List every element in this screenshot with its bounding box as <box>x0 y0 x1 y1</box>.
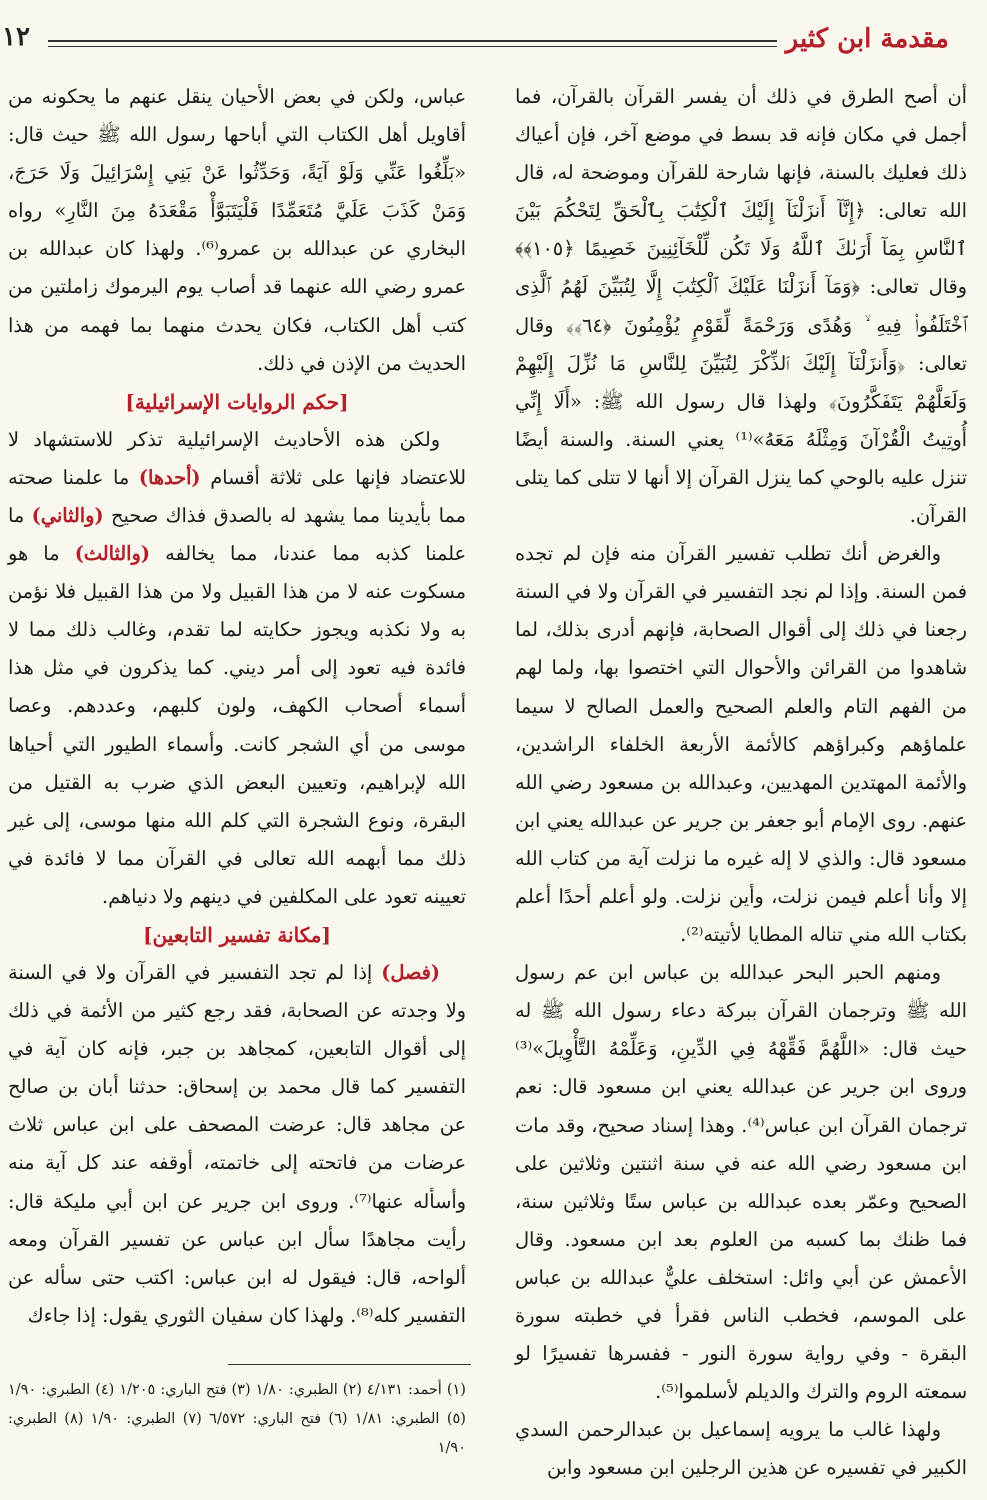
paragraph: أن أصح الطرق في ذلك أن يفسر القرآن بالقرآن، فما أجمل في مكان فإنه قد بسط في موضع آخر، فإن أعياك ذلك فعليك بالسنة، فإنها شارحة للقرآن وموضحة له، قال الله تعالى: ﴿إِنَّآ أَنزَلْنَآ إِلَيْكَ ٱلْكِتَٰبَ بِٱلْحَقِّ لِتَحْكُمَ بَيْنَ ٱلنَّاسِ بِمَآ أَرَىٰكَ ٱللَّهُ وَلَا تَكُن لِّلْخَآئِنِينَ خَصِيمًا ﴿١٠٥﴾﴾ وقال تعالى: ﴿وَمَآ أَنزَلْنَا عَلَيْكَ ٱلْكِتَٰبَ إِلَّا لِتُبَيِّنَ لَهُمُ ٱلَّذِى ٱخْتَلَفُوا۟ فِيهِ ۙ وَهُدًى وَرَحْمَةً لِّقَوْمٍ يُؤْمِنُونَ ﴿٦٤﴾﴾ وقال تعالى: ﴿وَأَنزَلْنَآ إِلَيْكَ ٱلذِّكْرَ لِتُبَيِّنَ لِلنَّاسِ مَا نُزِّلَ إِلَيْهِمْ وَلَعَلَّهُمْ يَتَفَكَّرُونَ﴾ ولهذا قال رسول الله ﷺ: «أَلَا إِنِّي أُوتِيتُ الْقُرْآنَ وَمِثْلَهُ مَعَهُ»⁽¹⁾ يعني السنة. والسنة أيضًا تنزل عليه بالوحي كما ينزل القرآن إلا أنها لا تتلى كما يتلى القرآن. <box>515 85 967 528</box>
header-rule-thin <box>48 46 777 47</box>
page-header <box>0 20 987 66</box>
text-run: إذا لم تجد التفسير في القرآن ولا في السنة ولا وجدته عن الصحابة، فقد رجع كثير من الأئمة في ذلك إلى أقوال التابعين، كمجاهد بن جبر، فإنه كان آية في التفسير كما قال محمد بن إسحاق: حدثنا أبان بن صالح عن مجاهد قال: عرضت المصحف على ابن عباس ثلاث عرضات من فاتحته إلى خاتمته، أوقفه عند كل آية منه وأسأله عنها⁽⁷⁾. وروى ابن جرير عن ابن أبي مليكة قال: رأيت مجاهدًا سأل ابن عباس عن تفسير القرآن ومعه ألواحه، قال: فيقول له ابن عباس: اكتب حتى سأله عن التفسير كله⁽⁸⁾. ولهذا كان سفيان الثوري يقول: إذا جاءك <box>8 960 466 1327</box>
keyword: (والثاني) <box>31 503 104 527</box>
right-column <box>515 78 967 1487</box>
running-title: مقدمة ابن كثير <box>785 24 949 54</box>
footnote-separator <box>228 1364 471 1365</box>
paragraph <box>8 421 466 916</box>
page-number: ١٢ <box>2 22 30 52</box>
header-rule <box>48 40 777 42</box>
section-heading: [حكم الروايات الإسرائيلية] <box>125 389 349 414</box>
text-run: ما هو مسكوت عنه لا من هذا القبيل ولا من هذا القبيل فلا نؤمن به ولا نكذبه ويجوز حكايته لما تقدم، وغالب ذلك مما لا فائدة فيه تعود إلى أمر ديني. كما يذكرون في مثل هذا أسماء أصحاب الكهف، ولون كلبهم، وعددهم. وعصا موسى من أي الشجر كانت. وأسماء الطيور التي أحياها الله لإبراهيم، وتعيين البعض الذي ضرب به القتيل من البقرة، ونوع الشجرة التي كلم الله منها موسى، إلى غير ذلك مما أبهمه الله تعالى في القرآن مما لا فائدة في تعيينه تعود على المكلفين في دينهم ولا دنياهم. <box>8 542 466 908</box>
paragraph <box>8 954 466 1335</box>
keyword: (والثالث) <box>74 542 150 566</box>
text-run: ما علمنا صحته مما بأيدينا مما يشهد له بالصدق فذاك صحيح <box>8 465 466 527</box>
left-column <box>8 78 466 1335</box>
footnotes <box>8 1376 466 1463</box>
paragraph: ومنهم الحبر البحر عبدالله بن عباس ابن عم رسول الله ﷺ وترجمان القرآن ببركة دعاء رسول الله ﷺ له حيث قال: «اللَّهُمَّ فَقِّهْهُ فِي الدِّينِ، وَعَلِّمْهُ التَّأْوِيلَ»⁽³⁾ وروى ابن جرير عن عبدالله يعني ابن مسعود قال: نعم ترجمان القرآن ابن عباس⁽⁴⁾. وهذا إسناد صحيح، وقد مات ابن مسعود رضي الله عنه في سنة اثنتين وثلاثين على الصحيح وعمّر بعده عبدالله بن عباس ستًا وثلاثين سنة، فما ظنك بما كسبه من العلوم بعد ابن مسعود. وقال الأعمش عن أبي وائل: استخلف عليٌّ عبدالله بن عباس على الموسم، فخطب الناس فقرأ في خطبته سورة البقرة - وفي رواية سورة النور - ففسرها تفسيرًا لو سمعته الروم والترك والديلم لأسلموا⁽⁵⁾. <box>515 961 967 1404</box>
text-run: ولكن هذه الأحاديث الإسرائيلية تذكر للاستشهاد لا للاعتضاد فإنها على ثلاثة أقسام <box>8 427 467 489</box>
paragraph: عباس، ولكن في بعض الأحيان ينقل عنهم ما يحكونه من أقاويل أهل الكتاب التي أباحها رسول الله ﷺ حيث قال: «بَلِّغُوا عَنِّي وَلَوْ آيَةً، وَحَدِّثُوا عَنْ بَنِي إِسْرَائِيلَ وَلَا حَرَجَ، وَمَنْ كَذَبَ عَلَيَّ مُتَعَمِّدًا فَلْيَتَبَوَّأْ مَقْعَدَهُ مِنَ النَّارِ» رواه البخاري عن عبدالله بن عمرو⁽⁶⁾. ولهذا كان عبدالله بن عمرو رضي الله عنهما قد أصاب يوم اليرموك زاملتين من كتب أهل الكتاب، فكان يحدث منهما بما فهمه من هذا الحديث من الإذن في ذلك. <box>8 85 466 375</box>
paragraph: ولهذا غالب ما يرويه إسماعيل بن عبدالرحمن السدي الكبير في تفسيره عن هذين الرجلين ابن مسعود وابن <box>515 1418 967 1480</box>
keyword: (أحدها) <box>138 465 201 489</box>
paragraph: والغرض أنك تطلب تفسير القرآن منه فإن لم تجده فمن السنة. وإذا لم نجد التفسير في القرآن ولا في السنة رجعنا في ذلك إلى أقوال الصحابة، فإنهم أدرى بذلك، لما شاهدوا من القرائن والأحوال التي اختصوا بها، ولما لهم من الفهم التام والعلم الصحيح والعمل الصالح لا سيما علماؤهم وكبراؤهم كالأئمة الأربعة الخلفاء الراشدين، والأئمة المهتدين المهديين، وعبدالله بن مسعود رضي الله عنهم. روى الإمام أبو جعفر بن جرير عن عبدالله يعني ابن مسعود قال: والذي لا إله غيره ما نزلت آية من كتاب الله إلا وأنا أعلم فيمن نزلت، وأين نزلت. ولو أعلم أحدًا أعلم بكتاب الله مني تناله المطايا لأتيته⁽²⁾. <box>515 542 967 947</box>
section-heading: [مكانة تفسير التابعين] <box>143 922 331 947</box>
text-run: ما علمنا كذبه مما عندنا، مما يخالفه <box>8 503 467 566</box>
footnote-line: (١) أحمد: ٤/١٣١ (٢) الطبري: ١/٨٠ (٣) فتح الباري: ١/٢٠٥ (٤) الطبري: ١/٩٠ (٥) الطبري: ١/٨١ (٦) فتح الباري: ٦/٥٧٢ (٧) الطبري: ١/٩٠ (٨) الطبري: ١/٩٠ <box>8 1382 466 1456</box>
keyword: (فصل) <box>381 960 440 984</box>
